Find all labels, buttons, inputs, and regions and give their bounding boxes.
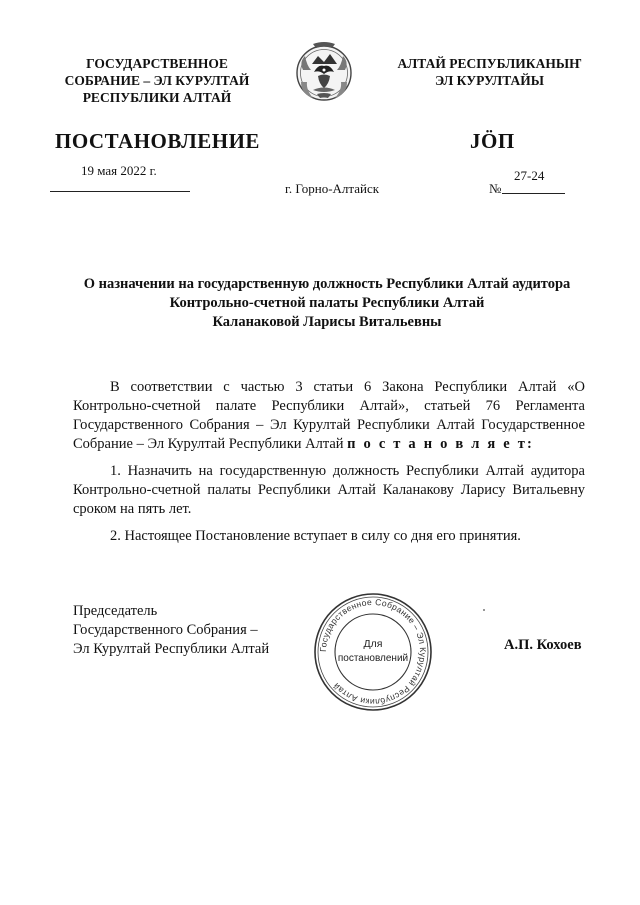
signatory-line-1: Председатель: [73, 603, 158, 619]
preamble-text: В соответствии с частью 3 статьи 6 Закона Республики Алтай «О Контрольно-счетной палате Республики Алтай», статьей 76 Регламента Государственного Собрания – Эл Курултай Республики Алтай Государственное Собрание – Эл Курултай Республики Алтай: [73, 379, 585, 452]
header-right-line-1: АЛТАЙ РЕСПУБЛИКАНЫҤ: [397, 56, 582, 71]
document-body: [73, 378, 585, 554]
header-right-line-2: ЭЛ КУРУЛТАЙЫ: [434, 73, 545, 88]
header-left-block: [48, 55, 266, 106]
date-underline: [50, 191, 190, 192]
signatory-line-3: Эл Курултай Республики Алтай: [73, 641, 270, 657]
item-2-paragraph: 2. Настоящее Постановление вступает в силу со дня его принятия.: [110, 528, 521, 544]
signatory-name: А.П. Кохоев: [504, 637, 582, 653]
signatory-position: [73, 602, 269, 659]
document-city: г. Горно-Алтайск: [285, 181, 380, 196]
header-left-line-3: РЕСПУБЛИКИ АЛТАЙ: [82, 90, 232, 105]
document-date: 19 мая 2022 г.: [81, 163, 157, 178]
stamp-center-line-2: постановлений: [337, 653, 409, 664]
official-stamp: [311, 590, 435, 719]
item-1-paragraph: 1. Назначить на государственную должность Республики Алтай аудитора Контрольно-счетной палаты Республики Алтай Каланакову Ларису Витальевну сроком на пять лет.: [73, 463, 585, 517]
number-underline: [502, 193, 565, 194]
document-number: 27-24: [514, 168, 545, 183]
coat-of-arms-altai-icon: [295, 40, 353, 111]
resolves-word: п о с т а н о в л я е т:: [347, 436, 535, 452]
signatory-line-2: Государственного Собрания –: [73, 622, 258, 638]
number-label: №: [489, 181, 502, 196]
title-line-1: О назначении на государственную должность Республики Алтай аудитора: [83, 276, 571, 292]
title-line-3: Каланаковой Ларисы Витальевны: [212, 314, 442, 330]
header-right-block: [382, 55, 597, 89]
doc-type-left: ПОСТАНОВЛЕНИЕ: [55, 129, 260, 153]
header-left-line-2: СОБРАНИЕ – ЭЛ КУРУЛТАЙ: [64, 73, 250, 88]
stamp-center-line-1: Для: [363, 638, 383, 650]
preamble-paragraph: [73, 378, 585, 454]
header-left-line-1: ГОСУДАРСТВЕННОЕ: [86, 56, 228, 71]
scan-speck: [483, 609, 485, 611]
doc-type-right: JÖП: [470, 129, 515, 153]
title-line-2: Контрольно-счетной палаты Республики Алтай: [169, 295, 485, 311]
document-title: [60, 275, 594, 332]
stamp-ring-text: Государственное Собрание – Эл Курултай Республики Алтай: [317, 596, 429, 708]
